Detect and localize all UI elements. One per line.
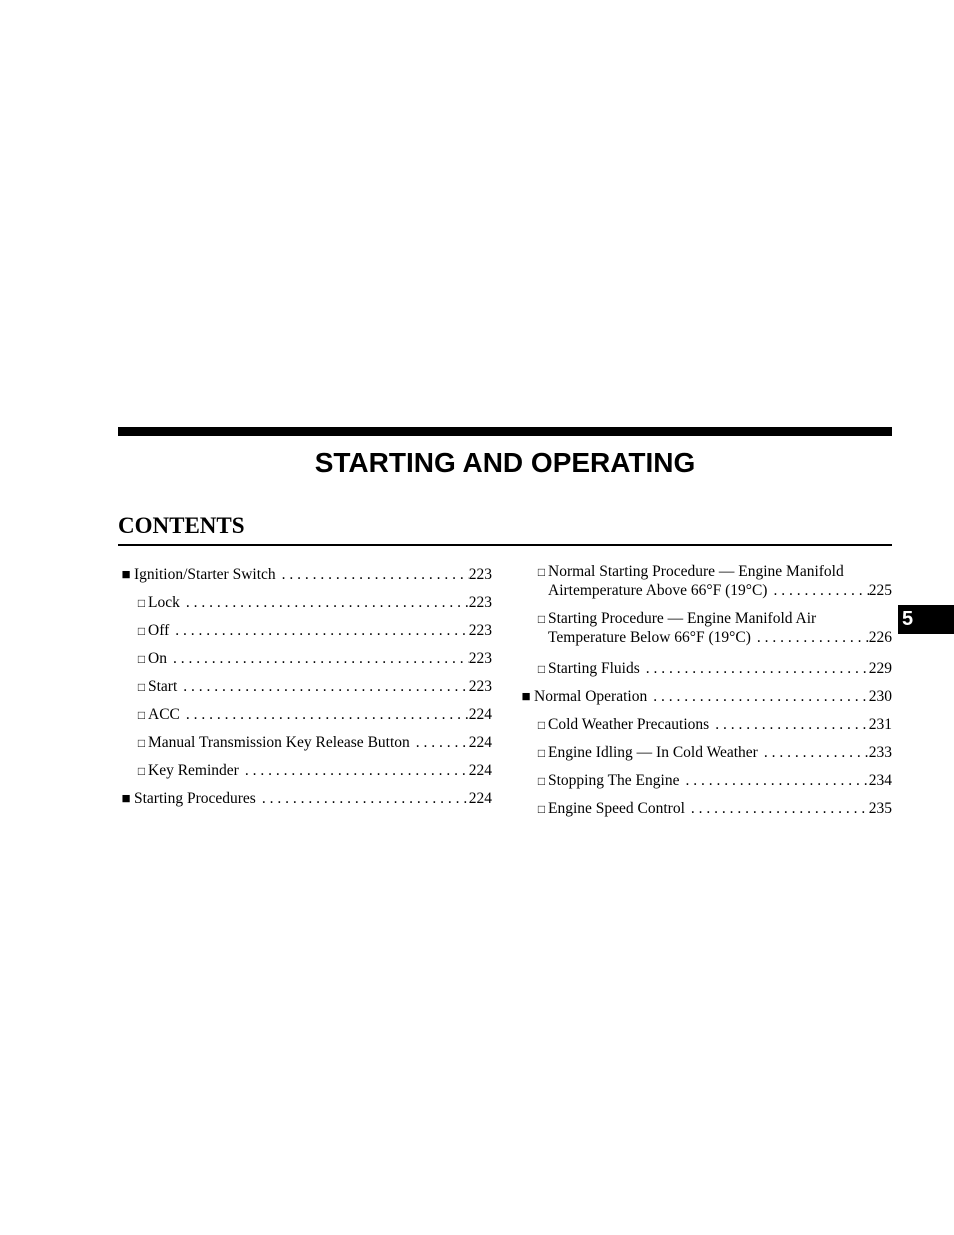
toc-entry-label: Key Reminder (148, 762, 239, 779)
subsection-bullet-icon: □ (137, 596, 146, 610)
contents-divider (118, 544, 892, 546)
toc-entry-page: 223 (468, 594, 492, 611)
subsection-bullet-icon: □ (537, 718, 546, 732)
toc-entry-label: Starting Fluids (548, 660, 640, 677)
section-bullet-icon: ■ (121, 791, 131, 807)
toc-entry-label: Start (148, 678, 178, 695)
subsection-bullet-icon: □ (137, 652, 146, 666)
dot-leader (679, 768, 868, 794)
toc-entry[interactable] (118, 590, 492, 618)
toc-entry-label: Temperature Below 66°F (19°C) (548, 629, 751, 646)
subsection-bullet-icon: □ (137, 736, 146, 750)
toc-entry[interactable] (118, 618, 492, 646)
subsection-bullet-icon: □ (537, 774, 546, 788)
toc-entry-page: 229 (868, 660, 892, 677)
toc-entry-label-line1: Normal Starting Procedure — Engine Manifold (548, 563, 844, 580)
toc-entry-page: 223 (468, 678, 492, 695)
toc-entry-label: Engine Idling — In Cold Weather (548, 744, 758, 761)
toc-entry-label: ACC (148, 706, 180, 723)
toc-entry[interactable] (518, 684, 892, 712)
toc-entry-page: 224 (468, 790, 492, 807)
toc-left-column (118, 562, 492, 814)
toc-entry[interactable] (518, 712, 892, 740)
toc-entry-page: 224 (468, 762, 492, 779)
toc-entry-page: 230 (868, 688, 892, 705)
dot-leader (647, 684, 869, 710)
dot-leader (167, 646, 469, 672)
chapter-top-rule (118, 427, 892, 436)
toc-entry[interactable] (518, 656, 892, 684)
subsection-bullet-icon: □ (537, 802, 546, 816)
dot-leader (180, 590, 469, 616)
subsection-bullet-icon: □ (537, 662, 546, 676)
toc-entry-page: 223 (468, 650, 492, 667)
toc-entry-label: Cold Weather Precautions (548, 716, 710, 733)
toc-entry-page: 223 (468, 622, 492, 639)
dot-leader (180, 702, 469, 728)
dot-leader (410, 730, 469, 756)
toc-entry-page: 233 (868, 744, 892, 761)
subsection-bullet-icon: □ (537, 565, 546, 579)
chapter-title: STARTING AND OPERATING (314, 447, 696, 478)
toc-entry-label: Stopping The Engine (548, 772, 680, 789)
dot-leader (767, 581, 868, 600)
dot-leader (751, 628, 869, 647)
toc-entry[interactable] (118, 702, 492, 730)
toc-entry[interactable] (118, 646, 492, 674)
toc-entry-page: 234 (868, 772, 892, 789)
subsection-bullet-icon: □ (137, 708, 146, 722)
toc-entry-page: 235 (868, 800, 892, 817)
toc-entry-page: 231 (868, 716, 892, 733)
dot-leader (169, 618, 469, 644)
toc-entry-label: Off (148, 622, 170, 639)
toc-entry[interactable] (118, 562, 492, 590)
dot-leader (239, 758, 469, 784)
subsection-bullet-icon: □ (137, 764, 146, 778)
dot-leader (685, 796, 869, 822)
toc-entry-page: 224 (468, 706, 492, 723)
toc-entry[interactable] (518, 796, 892, 824)
subsection-bullet-icon: □ (137, 624, 146, 638)
dot-leader (256, 786, 469, 812)
toc-entry-page: 224 (468, 734, 492, 751)
dot-leader (276, 562, 469, 588)
toc-entry-page: 225 (868, 582, 892, 599)
toc-entry-label: On (148, 650, 167, 667)
section-bullet-icon: ■ (121, 567, 131, 583)
dot-leader (709, 712, 869, 738)
toc-entry-label: Manual Transmission Key Release Button (148, 734, 410, 751)
toc-entry-label: Normal Operation (534, 688, 648, 705)
toc-entry-label: Starting Procedures (134, 790, 256, 807)
toc-right-column (518, 562, 892, 824)
subsection-bullet-icon: □ (537, 746, 546, 760)
toc-entry[interactable] (118, 786, 492, 814)
toc-entry-label: Ignition/Starter Switch (134, 566, 276, 583)
contents-heading: CONTENTS (118, 513, 245, 538)
toc-entry[interactable] (518, 609, 892, 647)
chapter-tab-marker: 5 (898, 605, 954, 634)
toc-entry[interactable] (518, 740, 892, 768)
toc-entry-label: Airtemperature Above 66°F (19°C) (548, 582, 768, 599)
dot-leader (758, 740, 869, 766)
toc-entry-label: Engine Speed Control (548, 800, 685, 817)
toc-entry[interactable] (118, 758, 492, 786)
subsection-bullet-icon: □ (537, 612, 546, 626)
toc-entry[interactable] (518, 768, 892, 796)
toc-entry[interactable] (118, 730, 492, 758)
section-bullet-icon: ■ (521, 689, 531, 705)
toc-entry[interactable] (518, 562, 892, 600)
toc-entry-label-line1: Starting Procedure — Engine Manifold Air (548, 610, 817, 627)
toc-entry-page: 226 (868, 629, 892, 646)
toc-entry[interactable] (118, 674, 492, 702)
subsection-bullet-icon: □ (137, 680, 146, 694)
dot-leader (177, 674, 468, 700)
dot-leader (640, 656, 869, 682)
toc-entry-label: Lock (148, 594, 180, 611)
toc-entry-page: 223 (468, 566, 492, 583)
